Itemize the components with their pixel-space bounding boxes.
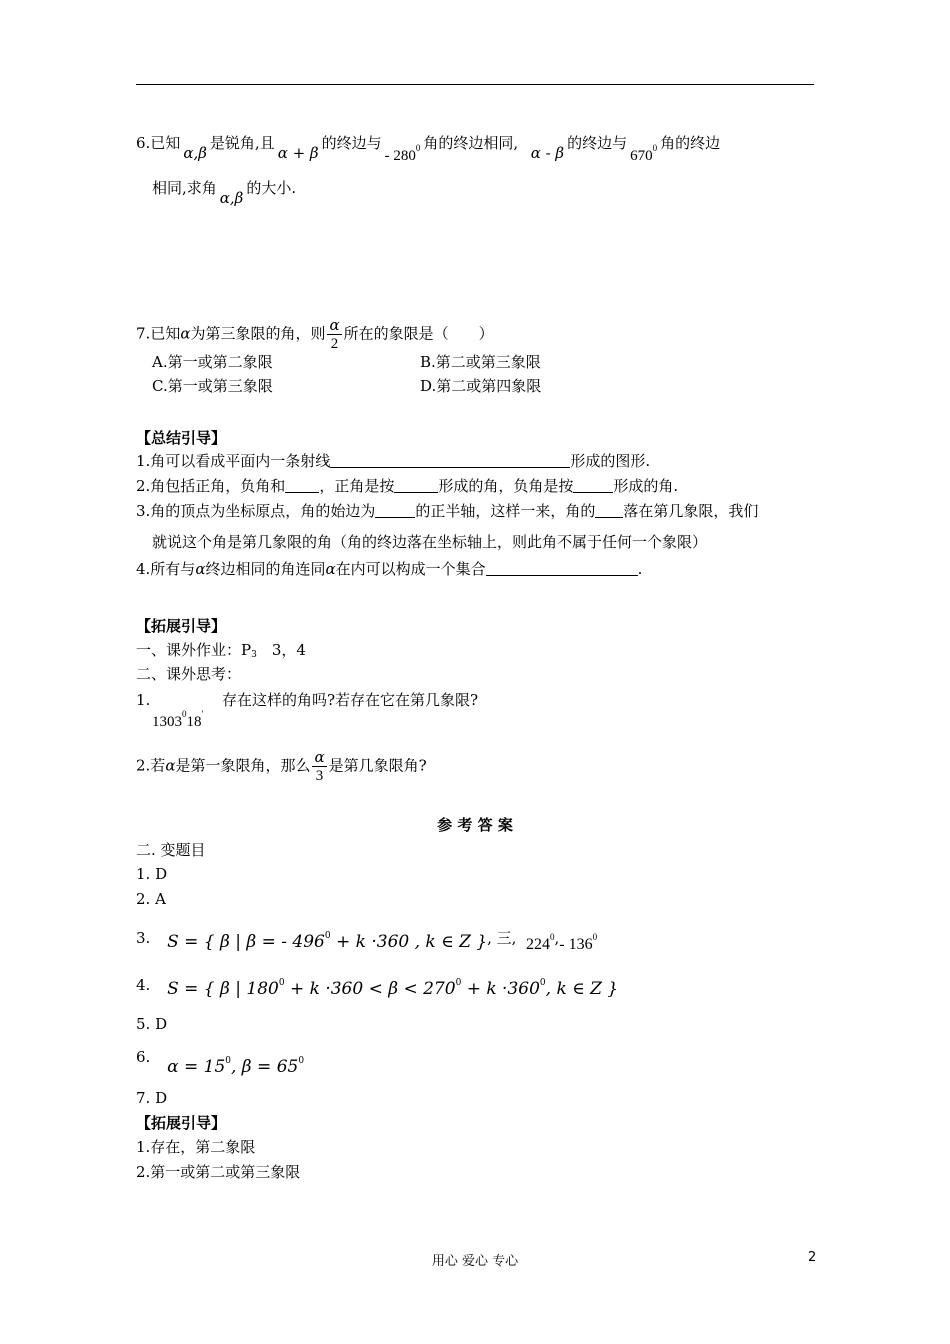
answers-extend-heading: 【拓展引导】 bbox=[136, 1114, 227, 1132]
answer-2: 2. A bbox=[136, 890, 166, 908]
answer-6: 6. $\alpha = 15^0$, $\beta = 65^0$ bbox=[136, 1048, 305, 1077]
summary-item-3: 3.角的顶点为坐标原点，角的始边为 的正半轴，这样一来，角的 落在第几象限，我们 bbox=[136, 502, 759, 520]
answer-7: 7. D bbox=[136, 1089, 168, 1107]
fraction-alpha-over-2: $\frac{\alpha}{2}$ bbox=[329, 316, 340, 352]
answer-1: 1. D bbox=[136, 865, 168, 883]
question-6-line1: 6.已知α,β是锐角,且α + β的终边与- $280^0$ 角的终边相同, α - β的终边与$670^0$ 角的终边 bbox=[136, 134, 721, 164]
extend-heading: 【拓展引导】 bbox=[136, 617, 227, 635]
answer-extend-1: 1.存在，第二象限 bbox=[136, 1138, 256, 1156]
summary-heading: 【总结引导】 bbox=[136, 429, 227, 447]
answers-section: 二. 变题目 bbox=[136, 841, 206, 859]
option-a: A.第一或第二象限 bbox=[152, 353, 273, 371]
question-6-line2: 相同,求角α,β的大小. bbox=[152, 179, 297, 207]
answer-4: 4. S = { β | $180^0 + k \cdot 360 < \beta < 270^0 + k \cdot 360^0$, k ∈ Z } bbox=[136, 976, 619, 999]
answer-3: 3. S = { β | β = - $496^0 + k \cdot 360$ , k ∈ Z }, 三, $224^0,-$ $136^0$ bbox=[136, 929, 598, 953]
extend-think-1: 1. bbox=[136, 691, 151, 709]
fraction-alpha-over-3: $\frac{\alpha}{3}$ bbox=[314, 748, 325, 784]
option-d: D.第二或第四象限 bbox=[420, 377, 542, 395]
extend-think-2: 2.若α是第一象限角，那么 $\frac{\alpha}{3}$ 是第几象限角? bbox=[136, 748, 427, 784]
extend-think-heading: 二、课外思考： bbox=[136, 665, 242, 683]
page-number: 2 bbox=[808, 1250, 817, 1265]
summary-item-2: 2.角包括正角，负角和 ，正角是按 形成的角，负角是按 形成的角. bbox=[136, 477, 679, 495]
footer-motto: 用心 爱心 专心 bbox=[431, 1254, 519, 1269]
answer-extend-2: 2.第一或第二或第三象限 bbox=[136, 1163, 301, 1181]
header-rule bbox=[136, 84, 814, 85]
extend-think-1-text: 存在这样的角吗?若存在它在第几象限? bbox=[222, 691, 479, 709]
question-7-stem: 7.已知α为第三象限的角，则 $\frac{\alpha}{2}$ 所在的象限是（ ） bbox=[136, 316, 494, 352]
summary-item-3-cont: 就说这个角是第几象限的角（角的终边落在坐标轴上，则此角不属于任何一个象限） bbox=[152, 533, 708, 551]
option-b: B.第二或第三象限 bbox=[420, 353, 541, 371]
option-c: C.第一或第三象限 bbox=[152, 377, 273, 395]
answer-5: 5. D bbox=[136, 1015, 168, 1033]
summary-item-4: 4.所有与α终边相同的角连同α在内可以构成一个集合 . bbox=[136, 560, 643, 578]
summary-item-1: 1.角可以看成平面内一条射线 形成的图形. bbox=[136, 452, 651, 470]
angle-1303-18: 1303$^0$18' bbox=[152, 709, 204, 730]
answers-heading: 参 考 答 案 bbox=[437, 816, 513, 834]
extend-homework: 一、课外作业：$P_3$ 3，4 bbox=[136, 641, 306, 660]
